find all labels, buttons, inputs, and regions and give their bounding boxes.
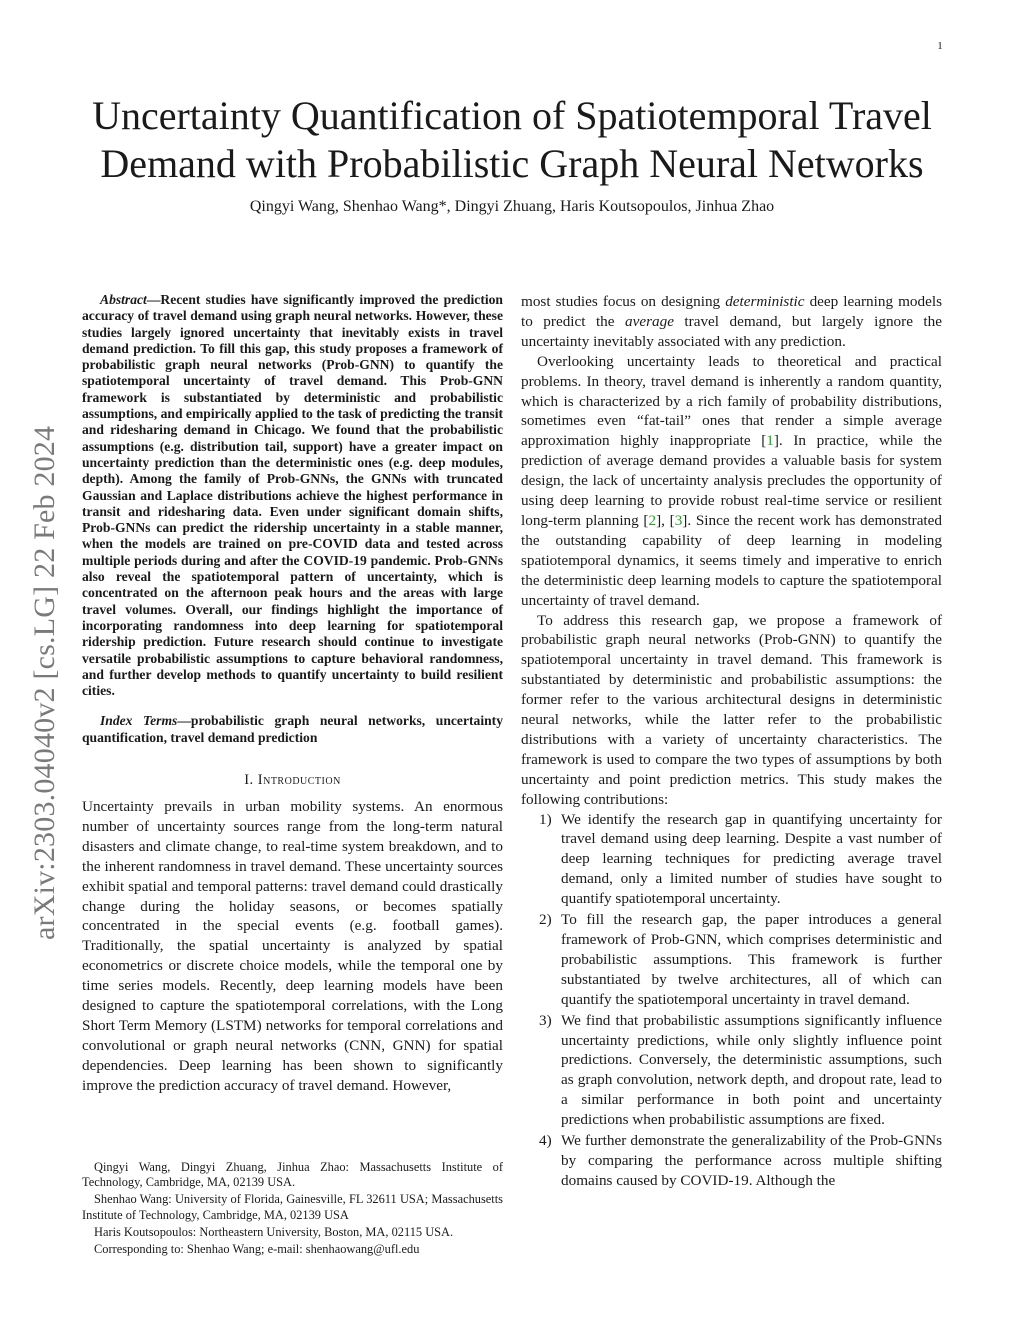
list-item-text: We find that probabilistic assumptions significantly influence uncertainty predictions, while only slightly influence point predictions. Conversely, the deterministic assumptions, such as graph convolution, network depth, and dropout rate, lead to a similar performance in both point and uncertainty predictions when probabilistic assumptions are fixed. (561, 1011, 942, 1129)
index-terms (82, 713, 503, 746)
abstract-text: —Recent studies have significantly improved the prediction accuracy of travel demand using graph neural networks. However, these studies largely ignored uncertainty that inevitably exists in travel demand prediction. To fill this gap, this study proposes a framework of probabilistic graph neural networks (Prob-GNN) to quantify the spatiotemporal uncertainty of travel demand. This Prob-GNN framework is substantiated by deterministic and probabilistic assumptions, and empirically applied to the task of predicting the transit and ridesharing demand in Chicago. We found that the probabilistic assumptions (e.g. distribution tail, support) have a greater impact on uncertainty prediction than the deterministic ones (e.g. deep modules, depth). Among the family of Prob-GNNs, the GNNs with truncated Gaussian and Laplace distributions achieve the highest performance in transit and ridesharing data. Even under significant domain shifts, Prob-GNNs can predict the ridership uncertainty in a stable manner, when the models are trained on pre-COVID data and tested across multiple periods during and after the COVID-19 pandemic. Prob-GNNs also reveal the spatiotemporal pattern of uncertainty, which is concentrated on the afternoon peak hours and the areas with large travel volumes. Overall, our findings highlight the importance of incorporating randomness into deep learning for spatiotemporal ridership prediction. Future research should continue to investigate versatile probabilistic assumptions to capture behavioral randomness, and further develop methods to quantify uncertainty to build resilient cities. (82, 292, 503, 699)
page-number: 1 (937, 40, 943, 52)
index-terms-text: —probabilistic graph neural networks, uncertainty quantification, travel demand prediction (82, 713, 503, 745)
list-item (521, 1131, 942, 1191)
text-run: ], [ (656, 511, 675, 529)
intro-paragraph-1: Uncertainty prevails in urban mobility systems. An enormous number of uncertainty sources range from the long-term natural disasters and climate change, to real-time system breakdown, and to the inherent randomness in travel demand. These uncertainty sources exhibit spatial and temporal patterns: travel demand could drastically change during the holiday seasons, or becomes spatially concentrated in the special events (e.g. football games). Traditionally, the spatial uncertainty is analyzed by spatial econometrics or discrete choice models, while the temporal one by time series models. Recently, deep learning models have been designed to capture the spatiotemporal correlations, with the Long Short Term Memory (LSTM) networks for temporal correlations and convolutional or graph neural networks (CNN, GNN) for spatial dependencies. Deep learning has been shown to significantly improve the prediction accuracy of travel demand. However, (82, 798, 503, 1094)
list-item-text: We further demonstrate the generalizability of the Prob-GNNs by comparing the performance across multiple shifting domains caused by COVID-19. Although the (561, 1132, 942, 1189)
intro-paragraph-4: To address this research gap, we propose a framework of probabilistic graph neural networks (Prob-GNN) to quantify the spatiotemporal uncertainty in travel demand. This framework is substantiated by deterministic and probabilistic assumptions: the former refer to the various architectural designs in deterministic neural networks, while the latter refer to the probabilistic distributions with a variety of uncertainty characteristics. The framework is used to compare the two types of assumptions by both uncertainty and point prediction metrics. This study makes the following contributions: (521, 611, 942, 808)
text-run: deep learning models to predict the (521, 293, 942, 330)
right-column (521, 292, 942, 1192)
text-run: Overlooking uncertainty leads to theoretical and practical problems. In theory, travel demand is inherently a random quantity, which is characterized by a rich family of probability distributions, sometimes even “fat-tail” ones that render a simple average approximation highly inappropriate [ (521, 352, 942, 450)
footnote-correspondence: Corresponding to: Shenhao Wang; e-mail: shenhaowang@ufl.edu (94, 1242, 420, 1257)
author-list: Qingyi Wang, Shenhao Wang*, Dingyi Zhuang, Haris Koutsopoulos, Jinhua Zhao (249, 198, 775, 215)
left-column (82, 292, 503, 1096)
abstract (82, 292, 503, 699)
list-item-number: 3) (539, 1011, 552, 1029)
index-terms-lead: Index Terms (100, 713, 178, 729)
arxiv-stamp: arXiv:2303.04040v2 [cs.LG] 22 Feb 2024 (28, 425, 61, 940)
abstract-lead: Abstract (100, 292, 147, 307)
text-run: most studies focus on designing (521, 293, 726, 310)
footnotes (82, 1160, 503, 1259)
list-item-number: 1) (539, 810, 552, 828)
list-item-number: 2) (539, 911, 552, 929)
footnote-affiliation-1: Qingyi Wang, Dingyi Zhuang, Jinhua Zhao: Massachusetts Institute of Technology, Cambridge, MA, 02139 USA. (82, 1160, 503, 1190)
footnote-affiliation-3: Haris Koutsopoulos: Northeastern University, Boston, MA, 02115 USA. (94, 1224, 454, 1239)
list-item (521, 1011, 942, 1130)
emphasis-deterministic: deterministic (725, 293, 805, 310)
contribution-list (521, 810, 942, 1191)
citation-link-2[interactable]: 2 (648, 511, 657, 529)
footnote-affiliation-2: Shenhao Wang: University of Florida, Gainesville, FL 32611 USA; Massachusetts Institute of Technology, Cambridge, MA, 02139 USA (82, 1192, 503, 1222)
text-run: ]. Since the recent work has demonstrated the outstanding capability of deep learning in modeling spatiotemporal dynamics, it seems timely and imperative to enrich the deterministic deep learning models to capture the spatiotemporal uncertainty of travel demand. (521, 511, 942, 609)
emphasis-average: average (625, 312, 674, 330)
citation-link-1[interactable]: 1 (766, 432, 774, 450)
list-item (521, 810, 942, 910)
citation-link-3[interactable]: 3 (674, 511, 683, 529)
paper-title: Uncertainty Quantification of Spatiotemporal Travel Demand with Probabilistic Graph Neural Networks (92, 93, 932, 186)
list-item (521, 910, 942, 1010)
intro-paragraph-2 (521, 292, 942, 352)
text-run: travel demand, but largely ignore the uncertainty inevitably associated with any prediction. (521, 312, 942, 350)
list-item-number: 4) (539, 1132, 552, 1150)
text-run: ]. In practice, while the prediction of average demand provides a valuable basis for system design, the lack of uncertainty analysis precludes the opportunity of using deep learning to provide robust real-time service or resilient long-term planning [ (521, 432, 943, 529)
list-item-text: We identify the research gap in quantifying uncertainty for travel demand using deep learning. Despite a vast number of deep learning techniques for predicting average travel demand, only a limited number of studies have sought to quantify spatiotemporal uncertainty. (561, 810, 942, 908)
section-heading-introduction: I. Introduction (244, 772, 341, 789)
intro-paragraph-3 (521, 352, 942, 611)
list-item-text: To fill the research gap, the paper introduces a general framework of Prob-GNN, which comprises deterministic and probabilistic assumptions. This framework is further substantiated by twelve architectures, all of which can quantify the spatiotemporal uncertainty in travel demand. (561, 911, 942, 1008)
